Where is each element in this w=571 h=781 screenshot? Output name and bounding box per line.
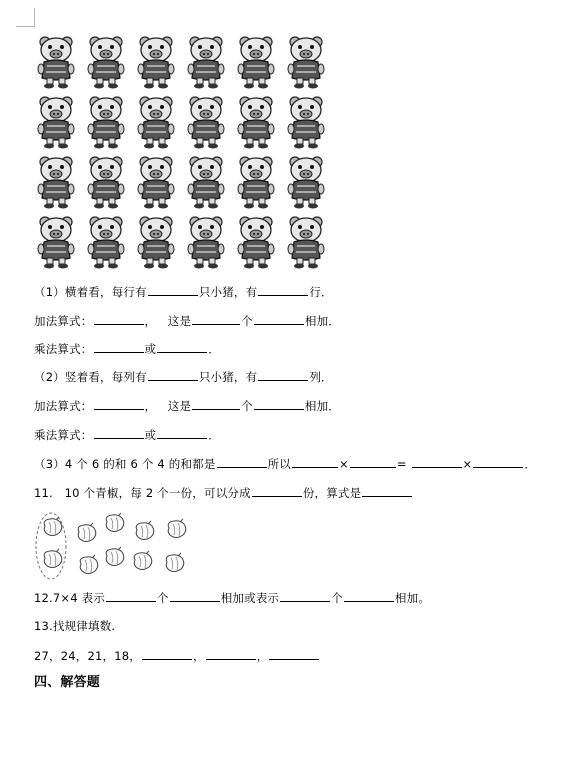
pig-figure bbox=[38, 37, 74, 89]
answer-blank[interactable] bbox=[206, 647, 256, 660]
answer-blank[interactable] bbox=[412, 455, 462, 468]
answer-blank[interactable] bbox=[254, 397, 304, 410]
answer-blank[interactable] bbox=[94, 397, 144, 410]
pig-figure bbox=[238, 37, 274, 89]
question-1-row-line: （1）横着看，每行有 只小猪，有 行． bbox=[34, 285, 333, 299]
answer-blank[interactable] bbox=[362, 484, 412, 497]
question-2-addition-line: 加法算式： ， 这是 个 相加． bbox=[34, 399, 340, 413]
pig-figure bbox=[88, 37, 124, 89]
pig-figure bbox=[38, 157, 74, 209]
pig-figure bbox=[288, 157, 324, 209]
answer-blank[interactable] bbox=[148, 368, 198, 381]
answer-blank[interactable] bbox=[350, 455, 396, 468]
pig-figure bbox=[88, 97, 124, 149]
answer-blank[interactable] bbox=[252, 484, 302, 497]
question-12-line: 12.7×4 表示 个 相加或表示 个 相加。 bbox=[34, 591, 431, 605]
pig-figure bbox=[138, 37, 174, 89]
answer-blank[interactable] bbox=[254, 312, 304, 325]
answer-blank[interactable] bbox=[148, 283, 198, 296]
question-13-sequence-line: 27，24，21，18， ， ， bbox=[34, 647, 320, 664]
pig-figure bbox=[88, 217, 124, 269]
pig-figure bbox=[88, 157, 124, 209]
pig-figure bbox=[288, 97, 324, 149]
answer-blank[interactable] bbox=[217, 455, 267, 468]
answer-blank[interactable] bbox=[258, 368, 308, 381]
answer-blank[interactable] bbox=[192, 397, 240, 410]
pig-figure bbox=[138, 217, 174, 269]
answer-blank[interactable] bbox=[269, 647, 319, 660]
pig-figure bbox=[188, 157, 224, 209]
answer-blank[interactable] bbox=[142, 647, 192, 660]
answer-blank[interactable] bbox=[292, 455, 338, 468]
answer-blank[interactable] bbox=[258, 283, 308, 296]
question-2-column-line: （2）竖着看，每列有 只小猪，有 列． bbox=[34, 370, 333, 384]
pig-figure bbox=[238, 157, 274, 209]
pig-figure bbox=[188, 97, 224, 149]
pig-figure bbox=[238, 97, 274, 149]
pig-figure bbox=[288, 217, 324, 269]
question-1-addition-line: 加法算式： ， 这是 个 相加． bbox=[34, 314, 340, 328]
answer-blank[interactable] bbox=[192, 312, 240, 325]
answer-blank[interactable] bbox=[94, 340, 144, 353]
answer-blank[interactable] bbox=[157, 426, 207, 439]
question-3-line: （3）4 个 6 的和 6 个 4 的和都是 所以 × = × ． bbox=[34, 457, 537, 471]
green-pepper-image bbox=[34, 510, 204, 585]
pig-figure bbox=[38, 217, 74, 269]
answer-blank[interactable] bbox=[157, 340, 207, 353]
answer-blank[interactable] bbox=[94, 312, 144, 325]
question-1-multiplication-line: 乘法算式： 或 ． bbox=[34, 342, 220, 356]
page-corner-mark bbox=[16, 8, 35, 27]
pig-figure bbox=[38, 97, 74, 149]
question-13-title: 13.找规律填数. bbox=[34, 619, 116, 633]
section-4-heading: 四、解答题 bbox=[34, 675, 101, 690]
pig-grid-image bbox=[34, 32, 334, 272]
answer-blank[interactable] bbox=[473, 455, 523, 468]
pig-figure bbox=[138, 157, 174, 209]
question-2-multiplication-line: 乘法算式： 或 ． bbox=[34, 428, 220, 442]
pig-figure bbox=[188, 37, 224, 89]
pig-figure bbox=[138, 97, 174, 149]
answer-blank[interactable] bbox=[94, 426, 144, 439]
pig-figure bbox=[188, 217, 224, 269]
answer-blank[interactable] bbox=[280, 589, 330, 602]
pig-figure bbox=[288, 37, 324, 89]
answer-blank[interactable] bbox=[106, 589, 156, 602]
answer-blank[interactable] bbox=[344, 589, 394, 602]
answer-blank[interactable] bbox=[170, 589, 220, 602]
question-11-line: 11. 10 个青椒，每 2 个一份，可以分成 份，算式是 bbox=[34, 484, 413, 501]
pig-figure bbox=[238, 217, 274, 269]
